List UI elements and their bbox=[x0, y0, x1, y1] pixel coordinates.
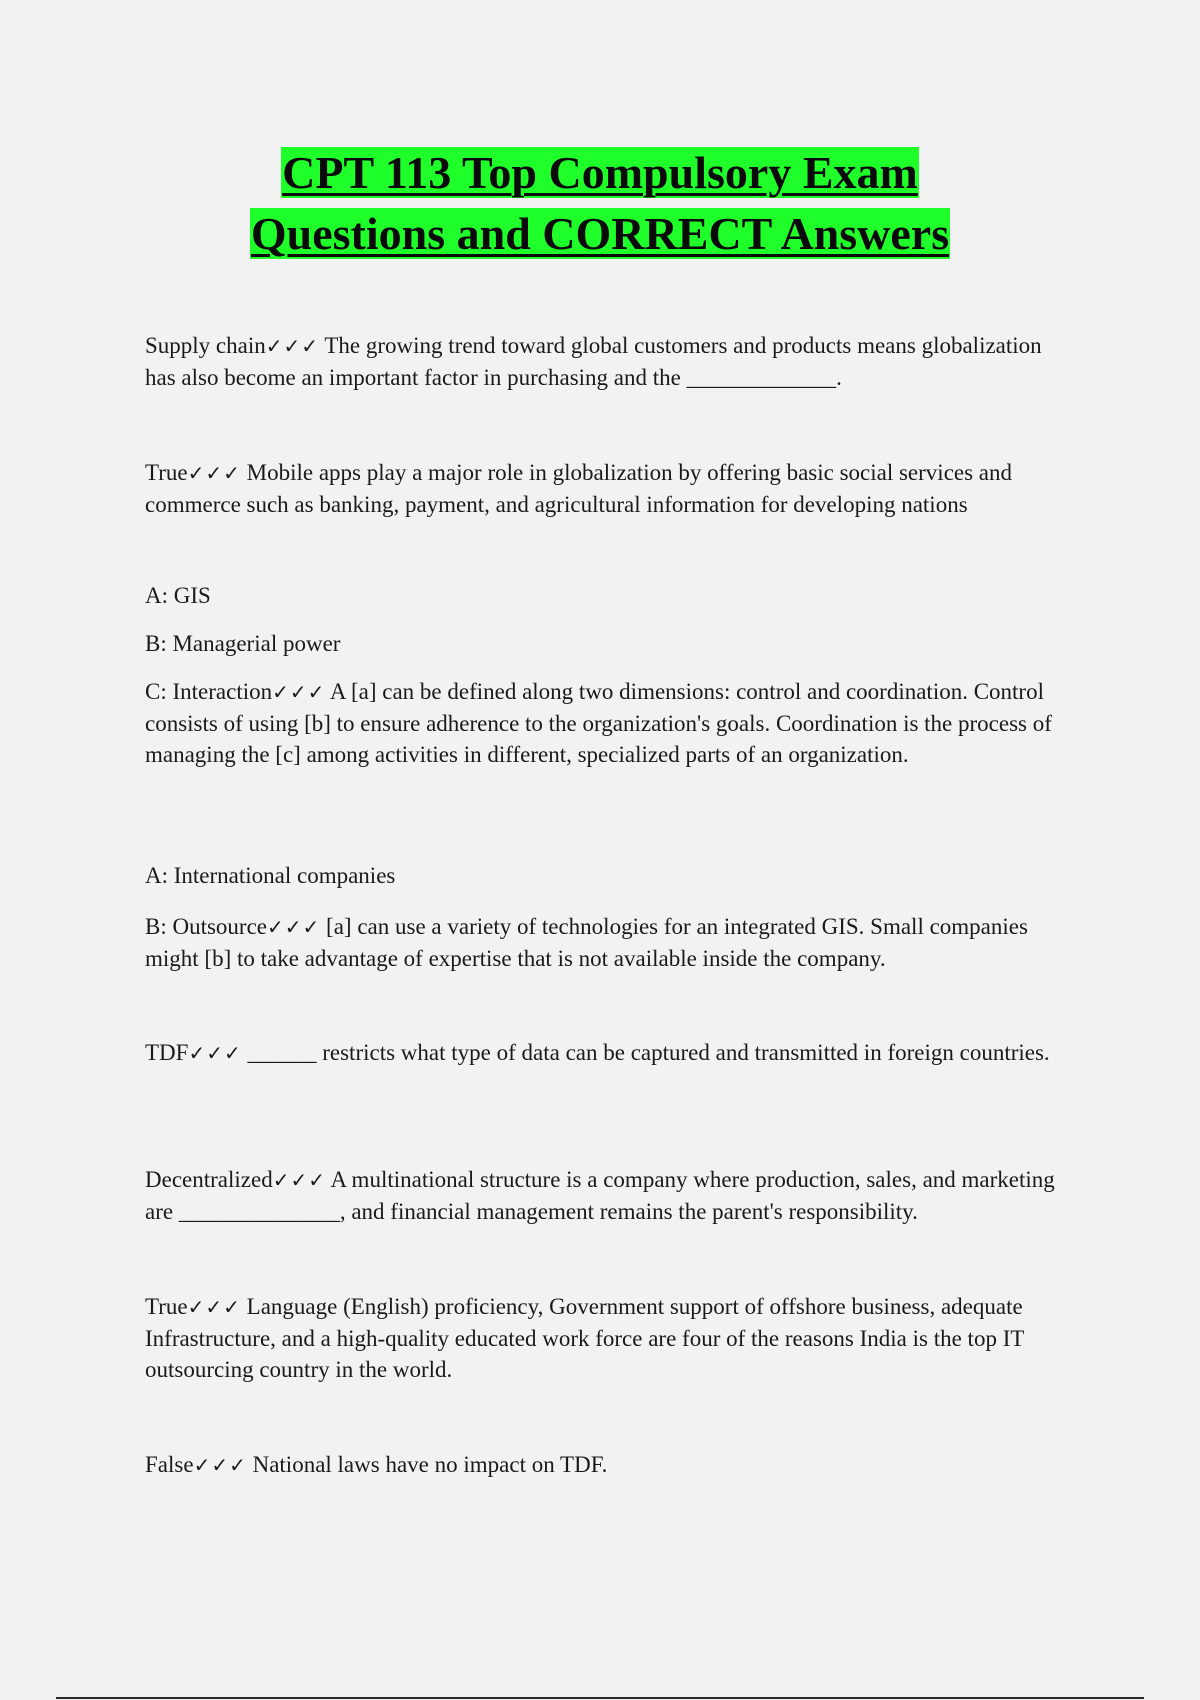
page-title bbox=[0, 142, 1200, 264]
qa-item-mobile-apps bbox=[145, 457, 1065, 520]
qa-item-interaction bbox=[145, 676, 1065, 770]
answer-label: C: Interaction bbox=[145, 679, 273, 704]
option-line-b: B: Managerial power bbox=[145, 631, 341, 656]
question-text: Mobile apps play a major role in globalization by offering basic social services and commerce such as banking, payment, and agricultural information for developing nations bbox=[145, 460, 1018, 517]
title-line-1: CPT 113 Top Compulsory Exam bbox=[282, 147, 918, 198]
question-text: Language (English) proficiency, Government support of offshore business, adequate Infrastructure, and a high-quality educated work force are four of the reasons India is the top IT outsourcing country in the world. bbox=[145, 1294, 1030, 1382]
qa-item-decentralized bbox=[145, 1164, 1065, 1227]
question-text: A multinational structure is a company where production, sales, and marketing are ______________, and financial management remains the parent's responsibility. bbox=[145, 1167, 1061, 1224]
question-text: The growing trend toward global customers and products means globalization has also become an important factor in purchasing and the _____________. bbox=[145, 333, 1048, 390]
checkmark-icon: ✓✓✓ bbox=[188, 1041, 242, 1065]
checkmark-icon: ✓✓✓ bbox=[272, 680, 326, 704]
answer-label: False bbox=[145, 1452, 194, 1477]
question-text: A [a] can be defined along two dimensions: control and coordination. Control consists of using [b] to ensure adherence to the organization's goals. Coordination is the process of managing the [c] among activities in different, specialized parts of an organization. bbox=[145, 679, 1058, 767]
answer-label: True bbox=[145, 460, 188, 485]
answer-label: True bbox=[145, 1294, 188, 1319]
checkmark-icon: ✓✓✓ bbox=[187, 1295, 241, 1319]
question-text: National laws have no impact on TDF. bbox=[246, 1452, 608, 1477]
checkmark-icon: ✓✓✓ bbox=[265, 334, 320, 358]
qa-item-tdf bbox=[145, 1037, 1065, 1069]
answer-label: B: Outsource bbox=[145, 914, 268, 939]
answer-label: TDF bbox=[145, 1040, 189, 1065]
answer-label: Decentralized bbox=[145, 1167, 273, 1192]
qa-item-india-outsourcing bbox=[145, 1291, 1065, 1385]
checkmark-icon: ✓✓✓ bbox=[272, 1168, 326, 1192]
checkmark-icon: ✓✓✓ bbox=[193, 1453, 247, 1477]
option-line-a: A: GIS bbox=[145, 583, 211, 608]
option-line-a: A: International companies bbox=[145, 863, 396, 888]
checkmark-icon: ✓✓✓ bbox=[267, 915, 321, 939]
qa-item-outsource bbox=[145, 911, 1065, 974]
page-bottom-divider bbox=[56, 1697, 1144, 1699]
qa-item-supply-chain bbox=[145, 330, 1065, 393]
question-text: [a] can use a variety of technologies for an integrated GIS. Small companies might [b] to take advantage of expertise that is not available inside the company. bbox=[145, 914, 1034, 971]
qa-item-national-laws bbox=[145, 1449, 1065, 1481]
title-line-2: Questions and CORRECT Answers bbox=[250, 208, 950, 259]
checkmark-icon: ✓✓✓ bbox=[187, 461, 241, 485]
question-text: ______ restricts what type of data can be captured and transmitted in foreign countries. bbox=[241, 1040, 1050, 1065]
answer-label: Supply chain bbox=[145, 333, 266, 358]
